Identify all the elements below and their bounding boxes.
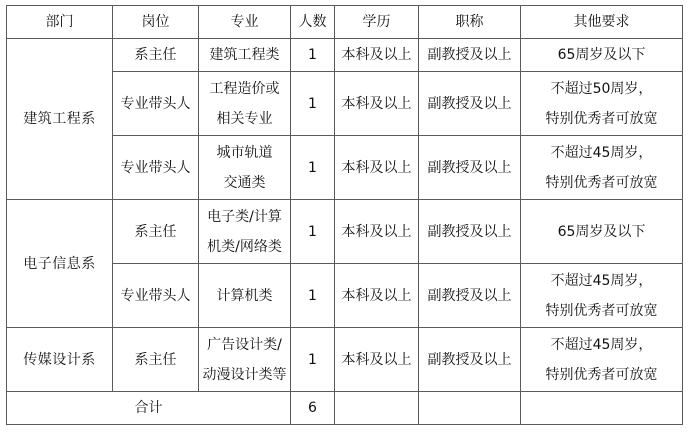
count-cell: 1 <box>291 264 335 328</box>
other-line: 不超过45周岁， <box>550 144 653 161</box>
major-cell <box>199 39 291 72</box>
recruitment-table <box>6 5 683 425</box>
header-other: 其他要求 <box>521 6 683 39</box>
major-line: 电子类/计算 <box>207 208 282 225</box>
major-line: 交通类 <box>223 174 266 191</box>
other-cell <box>521 39 683 72</box>
count-cell: 1 <box>291 136 335 200</box>
header-count: 人数 <box>291 6 335 39</box>
department-construction: 建筑工程系 <box>7 39 113 200</box>
title-cell: 副教授及以上 <box>419 328 521 392</box>
major-cell <box>199 200 291 264</box>
total-empty-cell <box>521 392 683 425</box>
other-line: 65周岁及以下 <box>557 223 646 240</box>
department-electronic: 电子信息系 <box>7 200 113 328</box>
other-line: 不超过45周岁， <box>550 272 653 289</box>
major-line: 工程造价或 <box>209 80 280 97</box>
count-cell: 1 <box>291 328 335 392</box>
other-line: 特别优秀者可放宽 <box>545 110 658 127</box>
other-line: 特别优秀者可放宽 <box>545 174 658 191</box>
education-cell: 本科及以上 <box>335 264 419 328</box>
recruitment-table-wrap <box>6 5 683 425</box>
education-cell: 本科及以上 <box>335 39 419 72</box>
title-cell: 副教授及以上 <box>419 39 521 72</box>
header-row <box>7 6 683 39</box>
other-line: 不超过45周岁， <box>550 336 653 353</box>
other-line: 特别优秀者可放宽 <box>545 302 658 319</box>
department-media: 传媒设计系 <box>7 328 113 392</box>
education-cell: 本科及以上 <box>335 200 419 264</box>
major-line: 机类/网络类 <box>207 238 282 255</box>
count-cell: 1 <box>291 39 335 72</box>
other-line: 65周岁及以下 <box>557 47 646 63</box>
other-line: 不超过50周岁， <box>550 80 653 97</box>
title-cell: 副教授及以上 <box>419 200 521 264</box>
major-cell <box>199 136 291 200</box>
header-position: 岗位 <box>113 6 199 39</box>
table-row <box>7 328 683 392</box>
header-department: 部门 <box>7 6 113 39</box>
count-cell: 1 <box>291 72 335 136</box>
other-cell <box>521 72 683 136</box>
title-cell: 副教授及以上 <box>419 72 521 136</box>
title-cell: 副教授及以上 <box>419 136 521 200</box>
other-cell <box>521 136 683 200</box>
position-cell: 系主任 <box>113 328 199 392</box>
major-line: 城市轨道 <box>216 144 273 161</box>
major-line: 计算机类 <box>216 287 273 304</box>
table-row <box>7 39 683 72</box>
other-cell <box>521 200 683 264</box>
major-cell <box>199 264 291 328</box>
header-major: 专业 <box>199 6 291 39</box>
header-title: 职称 <box>419 6 521 39</box>
other-cell <box>521 264 683 328</box>
total-count: 6 <box>291 392 335 425</box>
major-line: 动漫设计类等 <box>202 366 287 383</box>
major-line: 广告设计类/ <box>207 336 282 353</box>
total-empty-cell <box>419 392 521 425</box>
total-empty-cell <box>335 392 419 425</box>
position-cell: 专业带头人 <box>113 136 199 200</box>
education-cell: 本科及以上 <box>335 136 419 200</box>
major-line: 相关专业 <box>216 110 273 127</box>
table-row <box>7 200 683 264</box>
total-label: 合计 <box>7 392 291 425</box>
title-cell: 副教授及以上 <box>419 264 521 328</box>
education-cell: 本科及以上 <box>335 72 419 136</box>
other-cell <box>521 328 683 392</box>
header-education: 学历 <box>335 6 419 39</box>
major-cell <box>199 72 291 136</box>
position-cell: 系主任 <box>113 39 199 72</box>
position-cell: 系主任 <box>113 200 199 264</box>
position-cell: 专业带头人 <box>113 264 199 328</box>
total-row <box>7 392 683 425</box>
major-line: 建筑工程类 <box>209 47 280 63</box>
education-cell: 本科及以上 <box>335 328 419 392</box>
major-cell <box>199 328 291 392</box>
position-cell: 专业带头人 <box>113 72 199 136</box>
other-line: 特别优秀者可放宽 <box>545 366 658 383</box>
count-cell: 1 <box>291 200 335 264</box>
